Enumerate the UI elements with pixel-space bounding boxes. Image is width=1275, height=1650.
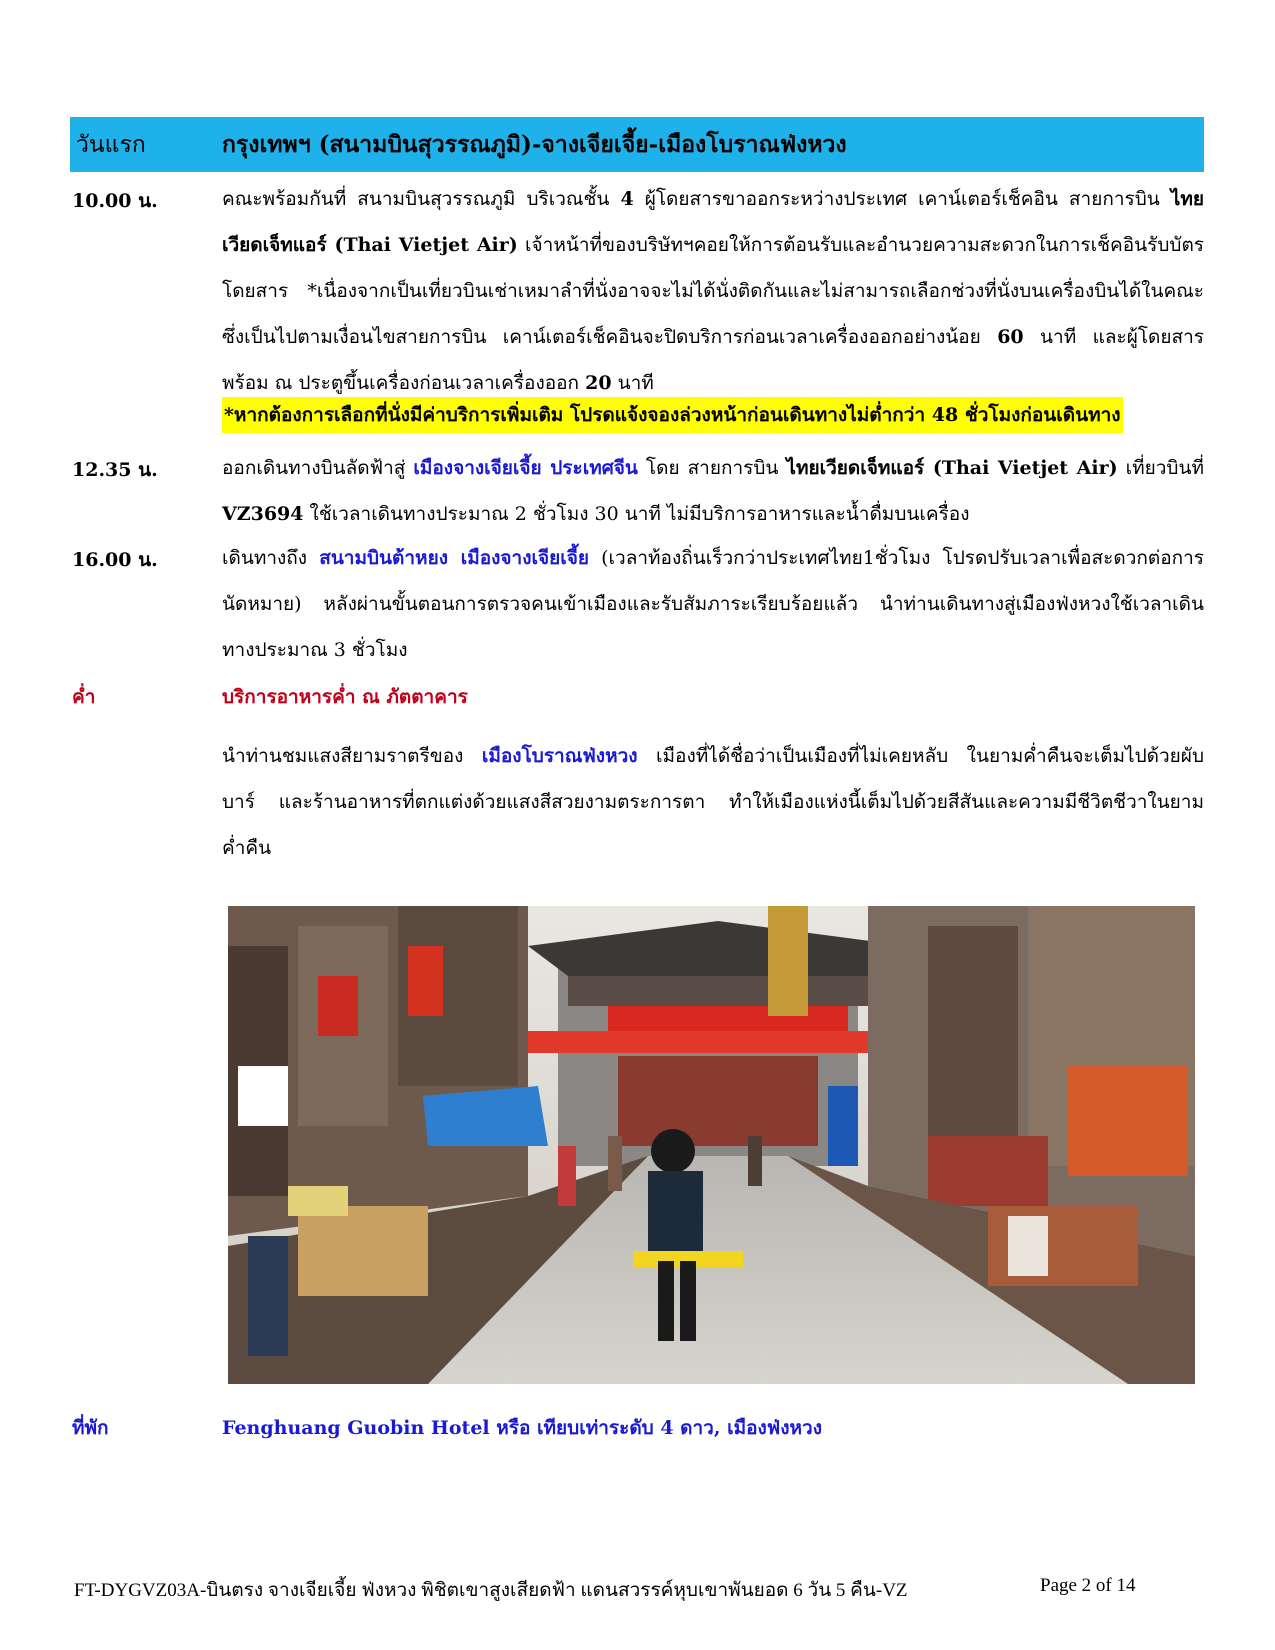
day-title: กรุงเทพฯ (สนามบินสุวรรณภูมิ)-จางเจียเจี้ย-เมืองโบราณฟ่งหวง xyxy=(222,130,847,158)
item-time: 16.00 น. xyxy=(72,549,158,571)
hotel-name: Fenghuang Guobin Hotel หรือ เทียบเท่าระดับ 4 ดาว, เมืองฟ่งหวง xyxy=(222,1417,822,1439)
airport-name: สนามบินต้าหยง เมืองจางเจียเจี้ย xyxy=(319,547,590,569)
seat-notice xyxy=(222,397,1123,433)
item-description: เดินทางถึง สนามบินต้าหยง เมืองจางเจียเจี้ย (เวลาท้องถิ่นเร็วกว่าประเทศไทย1ชั่วโมง โปรดปรับเวลาเพื่อสะดวกต่อการนัดหมาย) หลังผ่านขั้นตอนการตรวจคนเข้าเมืองและรับสัมภาระเรียบร้อยแล้ว นำท่านเดินทางสู่เมืองฟ่งหวงใช้เวลาเดินทางประมาณ 3 ชั่วโมง xyxy=(222,547,1204,661)
flight-number: VZ3694 xyxy=(222,503,304,525)
item-description: ออกเดินทางบินลัดฟ้าสู่ เมืองจางเจียเจี้ย ประเทศจีน โดย สายการบิน ไทยเวียดเจ็ทแอร์ (Thai Vietjet Air) เที่ยวบินที่ VZ3694 ใช้เวลาเดินทางประมาณ 2 ชั่วโมง 30 นาที ไม่มีบริการอาหารและน้ำดื่มบนเครื่อง xyxy=(222,457,1205,525)
day-label: วันแรก xyxy=(76,131,146,158)
item-time: 10.00 น. xyxy=(72,190,158,212)
item-time: 12.35 น. xyxy=(72,459,158,481)
hotel-label: ที่พัก xyxy=(72,1417,109,1439)
page-number: Page 2 of 14 xyxy=(1040,1575,1136,1596)
day-header xyxy=(70,117,1204,172)
airline-name: ไทยเวียดเจ็ทแอร์ (Thai Vietjet Air) xyxy=(786,457,1118,479)
airline-name: ไทยเวียดเจ็ทแอร์ (Thai Vietjet Air) xyxy=(222,188,1205,256)
place-name: เมืองโบราณฟ่งหวง xyxy=(481,745,638,767)
destination-name: เมืองจางเจียเจี้ย ประเทศจีน xyxy=(413,457,638,479)
item-description: คณะพร้อมกันที่ สนามบินสุวรรณภูมิ บริเวณชั้น 4 ผู้โดยสารขาออกระหว่างประเทศ เคาน์เตอร์เช็คอิน สายการบิน ไทยเวียดเจ็ทแอร์ (Thai Vietjet Air) เจ้าหน้าที่ของบริษัทฯคอยให้การต้อนรับและอำนวยความสะดวกในการเช็คอินรับบัตรโดยสาร *เนื่องจากเป็นเที่ยวบินเช่าเหมาลำที่นั่งอาจจะไม่ได้นั่งติดกันและไม่สามารถเลือกช่วงที่นั่งบนเครื่องบินได้ในคณะซึ่งเป็นไปตามเงื่อนไขสายการบิน เคาน์เตอร์เช็คอินจะปิดบริการก่อนเวลาเครื่องออกอย่างน้อย 60 นาที และผู้โดยสารพร้อม ณ ประตูขึ้นเครื่องก่อนเวลาเครื่องออก 20 นาที xyxy=(222,188,1205,394)
street-photo xyxy=(228,906,1195,1384)
street-scene-image xyxy=(228,906,1195,1384)
meal-text: บริการอาหารค่ำ ณ ภัตตาคาร xyxy=(222,686,468,708)
paragraph: นำท่านชมแสงสียามราตรีของ เมืองโบราณฟ่งหวง เมืองที่ได้ชื่อว่าเป็นเมืองที่ไม่เคยหลับ ในยามค่ำคืนจะเต็มไปด้วยผับ บาร์ และร้านอาหารที่ตกแต่งด้วยแสงสีสวยงามตระการตา ทำให้เมืองแห่งนี้เต็มไปด้วยสีสันและความมีชีวิตชีวาในยามค่ำคืน xyxy=(222,745,1205,859)
meal-label: ค่ำ xyxy=(72,686,96,708)
footer-text: FT-DYGVZ03A-บินตรง จางเจียเจี้ย ฟ่งหวง พิชิตเขาสูงเสียดฟ้า แดนสวรรค์หุบเขาพันยอด 6 วัน 5 คืน-VZ xyxy=(74,1580,908,1601)
highlight-notice: *หากต้องการเลือกที่นั่งมีค่าบริการเพิ่มเติม โปรดแจ้งจองล่วงหน้าก่อนเดินทางไม่ต่ำกว่า 48 ชั่วโมงก่อนเดินทาง xyxy=(222,397,1123,433)
